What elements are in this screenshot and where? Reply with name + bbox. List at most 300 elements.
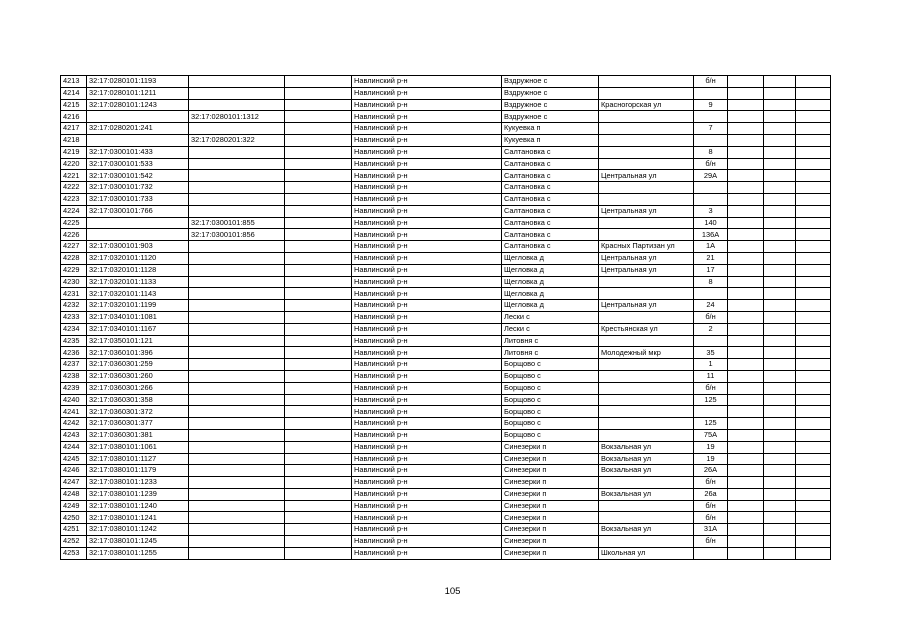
empty-cell (285, 264, 352, 276)
house-number-cell: 1 (694, 359, 728, 371)
street-cell (599, 182, 694, 194)
cadastral-number-cell: 32:17:0300101:732 (87, 182, 189, 194)
street-cell: Красногорская ул (599, 99, 694, 111)
house-number-cell: б/н (694, 477, 728, 489)
empty-cell (764, 429, 796, 441)
empty-cell (764, 370, 796, 382)
empty-cell (764, 193, 796, 205)
cadastral-number-alt-cell (189, 264, 285, 276)
district-cell: Навлинский р-н (352, 123, 502, 135)
empty-cell (796, 418, 831, 430)
table-row (61, 264, 831, 276)
street-cell: Центральная ул (599, 300, 694, 312)
house-number-cell (694, 406, 728, 418)
district-cell: Навлинский р-н (352, 134, 502, 146)
empty-cell (285, 76, 352, 88)
empty-cell (764, 488, 796, 500)
empty-cell (796, 300, 831, 312)
house-number-cell: 11 (694, 370, 728, 382)
cadastral-number-alt-cell: 32:17:0280201:322 (189, 134, 285, 146)
cadastral-number-cell: 32:17:0360301:259 (87, 359, 189, 371)
empty-cell (764, 418, 796, 430)
cadastral-number-alt-cell (189, 182, 285, 194)
empty-cell (764, 288, 796, 300)
district-cell: Навлинский р-н (352, 229, 502, 241)
empty-cell (728, 547, 764, 559)
empty-cell (796, 229, 831, 241)
empty-cell (285, 134, 352, 146)
row-number-cell: 4213 (61, 76, 87, 88)
district-cell: Навлинский р-н (352, 536, 502, 548)
empty-cell (764, 524, 796, 536)
locality-cell: Кукуевка п (502, 134, 599, 146)
district-cell: Навлинский р-н (352, 241, 502, 253)
empty-cell (796, 465, 831, 477)
locality-cell: Щегловка д (502, 276, 599, 288)
cadastral-number-cell: 32:17:0280101:1211 (87, 87, 189, 99)
house-number-cell: 26а (694, 488, 728, 500)
empty-cell (764, 477, 796, 489)
district-cell: Навлинский р-н (352, 524, 502, 536)
locality-cell: Синезерки п (502, 512, 599, 524)
locality-cell: Литовня с (502, 335, 599, 347)
locality-cell: Салтановка с (502, 158, 599, 170)
locality-cell: Вздружное с (502, 111, 599, 123)
empty-cell (285, 182, 352, 194)
empty-cell (285, 276, 352, 288)
empty-cell (285, 158, 352, 170)
house-number-cell: 24 (694, 300, 728, 312)
district-cell: Навлинский р-н (352, 370, 502, 382)
table-row (61, 193, 831, 205)
cadastral-number-cell: 32:17:0380101:1255 (87, 547, 189, 559)
district-cell: Навлинский р-н (352, 87, 502, 99)
district-cell: Навлинский р-н (352, 477, 502, 489)
empty-cell (796, 477, 831, 489)
empty-cell (728, 170, 764, 182)
locality-cell: Синезерки п (502, 465, 599, 477)
empty-cell (796, 193, 831, 205)
cadastral-number-cell: 32:17:0280101:1243 (87, 99, 189, 111)
locality-cell: Синезерки п (502, 441, 599, 453)
table-body (61, 76, 831, 560)
cadastral-number-cell: 32:17:0360301:266 (87, 382, 189, 394)
locality-cell: Салтановка с (502, 182, 599, 194)
cadastral-number-alt-cell (189, 418, 285, 430)
street-cell: Центральная ул (599, 170, 694, 182)
table-row (61, 418, 831, 430)
cadastral-number-cell: 32:17:0380101:1179 (87, 465, 189, 477)
table-row (61, 217, 831, 229)
empty-cell (764, 394, 796, 406)
district-cell: Навлинский р-н (352, 453, 502, 465)
empty-cell (728, 217, 764, 229)
locality-cell: Салтановка с (502, 146, 599, 158)
empty-cell (728, 382, 764, 394)
house-number-cell: 26А (694, 465, 728, 477)
empty-cell (796, 441, 831, 453)
house-number-cell: б/н (694, 76, 728, 88)
house-number-cell: б/н (694, 158, 728, 170)
table-row (61, 276, 831, 288)
cadastral-number-alt-cell (189, 394, 285, 406)
table-row (61, 512, 831, 524)
house-number-cell: 8 (694, 276, 728, 288)
district-cell: Навлинский р-н (352, 264, 502, 276)
street-cell (599, 335, 694, 347)
cadastral-number-cell: 32:17:0350101:121 (87, 335, 189, 347)
street-cell: Вокзальная ул (599, 441, 694, 453)
empty-cell (796, 288, 831, 300)
empty-cell (796, 512, 831, 524)
property-register-table (60, 75, 831, 560)
table-row (61, 311, 831, 323)
empty-cell (728, 536, 764, 548)
cadastral-number-alt-cell (189, 429, 285, 441)
locality-cell: Вздружное с (502, 99, 599, 111)
empty-cell (796, 524, 831, 536)
table-row (61, 288, 831, 300)
cadastral-number-cell: 32:17:0380101:1233 (87, 477, 189, 489)
empty-cell (728, 288, 764, 300)
street-cell (599, 370, 694, 382)
district-cell: Навлинский р-н (352, 276, 502, 288)
empty-cell (764, 453, 796, 465)
empty-cell (796, 335, 831, 347)
empty-cell (728, 335, 764, 347)
empty-cell (285, 500, 352, 512)
empty-cell (764, 76, 796, 88)
empty-cell (285, 123, 352, 135)
table-row (61, 347, 831, 359)
street-cell: Вокзальная ул (599, 453, 694, 465)
street-cell: Школьная ул (599, 547, 694, 559)
row-number-cell: 4232 (61, 300, 87, 312)
cadastral-number-alt-cell (189, 146, 285, 158)
house-number-cell: 35 (694, 347, 728, 359)
empty-cell (728, 241, 764, 253)
street-cell (599, 500, 694, 512)
empty-cell (285, 87, 352, 99)
house-number-cell (694, 182, 728, 194)
cadastral-number-cell: 32:17:0340101:1081 (87, 311, 189, 323)
row-number-cell: 4225 (61, 217, 87, 229)
house-number-cell: б/н (694, 500, 728, 512)
cadastral-number-alt-cell (189, 524, 285, 536)
cadastral-number-cell: 32:17:0320101:1199 (87, 300, 189, 312)
cadastral-number-cell: 32:17:0280201:241 (87, 123, 189, 135)
empty-cell (728, 418, 764, 430)
empty-cell (728, 300, 764, 312)
cadastral-number-cell: 32:17:0360301:358 (87, 394, 189, 406)
street-cell (599, 359, 694, 371)
empty-cell (285, 524, 352, 536)
empty-cell (285, 193, 352, 205)
locality-cell: Щегловка д (502, 264, 599, 276)
house-number-cell (694, 193, 728, 205)
cadastral-number-alt-cell (189, 335, 285, 347)
empty-cell (285, 441, 352, 453)
cadastral-number-cell: 32:17:0380101:1061 (87, 441, 189, 453)
cadastral-number-alt-cell (189, 300, 285, 312)
cadastral-number-alt-cell (189, 76, 285, 88)
row-number-cell: 4252 (61, 536, 87, 548)
row-number-cell: 4246 (61, 465, 87, 477)
empty-cell (728, 205, 764, 217)
table-row (61, 382, 831, 394)
cadastral-number-cell: 32:17:0340101:1167 (87, 323, 189, 335)
cadastral-number-cell (87, 111, 189, 123)
empty-cell (285, 547, 352, 559)
cadastral-number-alt-cell (189, 536, 285, 548)
cadastral-number-alt-cell (189, 382, 285, 394)
district-cell: Навлинский р-н (352, 488, 502, 500)
house-number-cell: 140 (694, 217, 728, 229)
empty-cell (285, 512, 352, 524)
street-cell (599, 193, 694, 205)
street-cell: Центральная ул (599, 252, 694, 264)
locality-cell: Борщово с (502, 418, 599, 430)
locality-cell: Щегловка д (502, 300, 599, 312)
cadastral-number-cell: 32:17:0380101:1239 (87, 488, 189, 500)
cadastral-number-cell (87, 134, 189, 146)
table-row (61, 76, 831, 88)
row-number-cell: 4236 (61, 347, 87, 359)
locality-cell: Синезерки п (502, 547, 599, 559)
empty-cell (285, 359, 352, 371)
empty-cell (796, 111, 831, 123)
district-cell: Навлинский р-н (352, 182, 502, 194)
house-number-cell: 1А (694, 241, 728, 253)
row-number-cell: 4253 (61, 547, 87, 559)
empty-cell (728, 99, 764, 111)
cadastral-number-alt-cell (189, 252, 285, 264)
empty-cell (285, 311, 352, 323)
empty-cell (796, 406, 831, 418)
row-number-cell: 4221 (61, 170, 87, 182)
table-row (61, 536, 831, 548)
locality-cell: Салтановка с (502, 217, 599, 229)
street-cell (599, 512, 694, 524)
district-cell: Навлинский р-н (352, 418, 502, 430)
empty-cell (796, 217, 831, 229)
cadastral-number-cell: 32:17:0280101:1193 (87, 76, 189, 88)
empty-cell (764, 441, 796, 453)
empty-cell (796, 264, 831, 276)
district-cell: Навлинский р-н (352, 158, 502, 170)
empty-cell (764, 500, 796, 512)
table-row (61, 123, 831, 135)
street-cell (599, 217, 694, 229)
locality-cell: Лески с (502, 323, 599, 335)
empty-cell (764, 311, 796, 323)
table-row (61, 524, 831, 536)
table-row (61, 241, 831, 253)
empty-cell (728, 429, 764, 441)
table-row (61, 300, 831, 312)
cadastral-number-cell (87, 217, 189, 229)
cadastral-number-cell: 32:17:0380101:1241 (87, 512, 189, 524)
empty-cell (728, 359, 764, 371)
table-row (61, 359, 831, 371)
locality-cell: Вздружное с (502, 76, 599, 88)
empty-cell (728, 193, 764, 205)
empty-cell (285, 335, 352, 347)
street-cell (599, 134, 694, 146)
house-number-cell: 29А (694, 170, 728, 182)
empty-cell (728, 500, 764, 512)
cadastral-number-alt-cell (189, 347, 285, 359)
district-cell: Навлинский р-н (352, 288, 502, 300)
empty-cell (285, 465, 352, 477)
row-number-cell: 4215 (61, 99, 87, 111)
district-cell: Навлинский р-н (352, 335, 502, 347)
house-number-cell: б/н (694, 382, 728, 394)
row-number-cell: 4250 (61, 512, 87, 524)
row-number-cell: 4251 (61, 524, 87, 536)
empty-cell (285, 323, 352, 335)
table-row (61, 158, 831, 170)
empty-cell (764, 347, 796, 359)
empty-cell (728, 87, 764, 99)
house-number-cell: б/н (694, 311, 728, 323)
empty-cell (728, 276, 764, 288)
empty-cell (728, 453, 764, 465)
row-number-cell: 4222 (61, 182, 87, 194)
street-cell (599, 111, 694, 123)
page-number: 105 (444, 586, 461, 597)
empty-cell (285, 99, 352, 111)
empty-cell (764, 111, 796, 123)
empty-cell (285, 382, 352, 394)
district-cell: Навлинский р-н (352, 111, 502, 123)
empty-cell (728, 111, 764, 123)
table-row (61, 252, 831, 264)
row-number-cell: 4228 (61, 252, 87, 264)
house-number-cell: 125 (694, 394, 728, 406)
locality-cell: Салтановка с (502, 229, 599, 241)
empty-cell (764, 465, 796, 477)
empty-cell (796, 276, 831, 288)
empty-cell (764, 182, 796, 194)
empty-cell (285, 488, 352, 500)
row-number-cell: 4237 (61, 359, 87, 371)
table-row (61, 182, 831, 194)
empty-cell (796, 76, 831, 88)
cadastral-number-alt-cell (189, 241, 285, 253)
cadastral-number-cell: 32:17:0360301:260 (87, 370, 189, 382)
row-number-cell: 4223 (61, 193, 87, 205)
district-cell: Навлинский р-н (352, 252, 502, 264)
empty-cell (796, 547, 831, 559)
house-number-cell (694, 87, 728, 99)
locality-cell: Синезерки п (502, 536, 599, 548)
street-cell: Вокзальная ул (599, 465, 694, 477)
house-number-cell: 2 (694, 323, 728, 335)
table-row (61, 465, 831, 477)
house-number-cell: 17 (694, 264, 728, 276)
empty-cell (796, 158, 831, 170)
empty-cell (285, 394, 352, 406)
locality-cell: Вздружное с (502, 87, 599, 99)
cadastral-number-cell: 32:17:0320101:1120 (87, 252, 189, 264)
cadastral-number-cell: 32:17:0320101:1143 (87, 288, 189, 300)
district-cell: Навлинский р-н (352, 547, 502, 559)
cadastral-number-alt-cell (189, 205, 285, 217)
cadastral-number-cell: 32:17:0380101:1127 (87, 453, 189, 465)
table-row (61, 111, 831, 123)
locality-cell: Борщово с (502, 359, 599, 371)
empty-cell (728, 441, 764, 453)
empty-cell (285, 217, 352, 229)
house-number-cell: 75А (694, 429, 728, 441)
street-cell (599, 311, 694, 323)
district-cell: Навлинский р-н (352, 76, 502, 88)
district-cell: Навлинский р-н (352, 99, 502, 111)
locality-cell: Синезерки п (502, 488, 599, 500)
table-row (61, 205, 831, 217)
street-cell: Вокзальная ул (599, 524, 694, 536)
house-number-cell: 3 (694, 205, 728, 217)
empty-cell (796, 205, 831, 217)
district-cell: Навлинский р-н (352, 512, 502, 524)
empty-cell (285, 406, 352, 418)
street-cell (599, 87, 694, 99)
cadastral-number-alt-cell (189, 276, 285, 288)
district-cell: Навлинский р-н (352, 323, 502, 335)
empty-cell (285, 347, 352, 359)
row-number-cell: 4248 (61, 488, 87, 500)
empty-cell (764, 536, 796, 548)
cadastral-number-alt-cell (189, 500, 285, 512)
empty-cell (728, 323, 764, 335)
empty-cell (764, 99, 796, 111)
locality-cell: Щегловка д (502, 288, 599, 300)
empty-cell (796, 453, 831, 465)
cadastral-number-cell: 32:17:0300101:903 (87, 241, 189, 253)
empty-cell (764, 300, 796, 312)
house-number-cell: 125 (694, 418, 728, 430)
empty-cell (796, 99, 831, 111)
table-row (61, 335, 831, 347)
locality-cell: Салтановка с (502, 241, 599, 253)
cadastral-number-cell: 32:17:0300101:766 (87, 205, 189, 217)
cadastral-number-cell: 32:17:0360301:381 (87, 429, 189, 441)
district-cell: Навлинский р-н (352, 146, 502, 158)
empty-cell (764, 323, 796, 335)
street-cell: Молодежный мкр (599, 347, 694, 359)
empty-cell (285, 370, 352, 382)
street-cell (599, 146, 694, 158)
district-cell: Навлинский р-н (352, 359, 502, 371)
empty-cell (764, 134, 796, 146)
row-number-cell: 4240 (61, 394, 87, 406)
street-cell (599, 382, 694, 394)
empty-cell (285, 170, 352, 182)
house-number-cell: 31А (694, 524, 728, 536)
empty-cell (796, 382, 831, 394)
house-number-cell: 8 (694, 146, 728, 158)
district-cell: Навлинский р-н (352, 170, 502, 182)
cadastral-number-cell: 32:17:0300101:433 (87, 146, 189, 158)
house-number-cell (694, 111, 728, 123)
street-cell (599, 123, 694, 135)
empty-cell (728, 264, 764, 276)
empty-cell (728, 524, 764, 536)
locality-cell: Борщово с (502, 429, 599, 441)
cadastral-number-alt-cell (189, 288, 285, 300)
empty-cell (728, 477, 764, 489)
